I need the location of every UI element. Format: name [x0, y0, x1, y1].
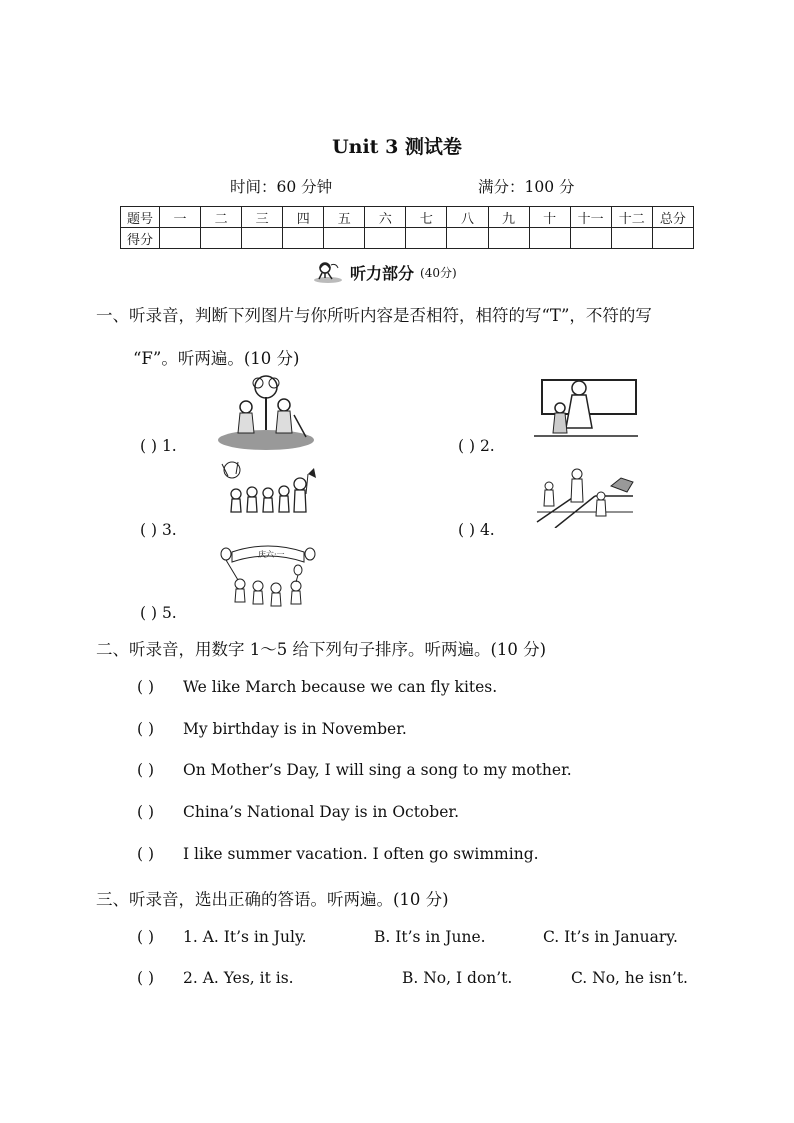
q2-item-2 — [137, 720, 407, 738]
sentence-text: China’s National Day is in October. — [183, 803, 459, 821]
q1-heading-line1: 一、听录音，判断下列图片与你所听内容是否相符，相符的写“T”，不符的写 — [96, 306, 652, 325]
score-table-score-row — [121, 228, 694, 249]
page-title: Unit 3 测试卷 — [332, 136, 462, 158]
table-cell: 八 — [447, 207, 488, 228]
table-cell: 一 — [160, 207, 201, 228]
table-cell: 三 — [242, 207, 283, 228]
q1-item-4-label[interactable]: ( ) 4. — [458, 521, 495, 539]
picture-teacher-and-student — [534, 378, 638, 440]
table-cell: 十一 — [570, 207, 611, 228]
q2-item-3 — [137, 761, 572, 779]
full-score-text: 满分：100 分 — [478, 178, 575, 196]
table-cell[interactable] — [160, 228, 201, 249]
section-title: 听力部分 — [350, 263, 415, 283]
q3-item-1 — [137, 928, 307, 946]
answer-paren[interactable]: ( ) — [137, 969, 155, 987]
table-cell[interactable] — [324, 228, 365, 249]
table-cell[interactable] — [447, 228, 488, 249]
answer-paren[interactable]: ( ) — [137, 678, 155, 696]
table-cell: 六 — [365, 207, 406, 228]
option-c: C. No, he isn’t. — [571, 969, 688, 987]
q1-item-3-label[interactable]: ( ) 3. — [140, 521, 177, 539]
sentence-text: My birthday is in November. — [183, 720, 407, 738]
answer-paren[interactable]: ( ) — [137, 845, 155, 863]
table-cell: 题号 — [121, 207, 160, 228]
table-cell[interactable] — [652, 228, 693, 249]
table-cell[interactable] — [611, 228, 652, 249]
table-cell: 二 — [201, 207, 242, 228]
table-cell[interactable] — [201, 228, 242, 249]
score-table-header-row — [121, 207, 694, 228]
banner-text: 庆六·一 — [258, 550, 285, 559]
sentence-text: On Mother’s Day, I will sing a song to my mother. — [183, 761, 572, 779]
time-text: 时间：60 分钟 — [230, 178, 333, 196]
table-cell: 十二 — [611, 207, 652, 228]
option-a: 2. A. Yes, it is. — [183, 969, 294, 987]
picture-road-crossing — [535, 466, 635, 528]
table-cell: 十 — [529, 207, 570, 228]
option-c: C. It’s in January. — [543, 928, 678, 946]
q3-item-2 — [137, 969, 294, 987]
table-cell: 九 — [488, 207, 529, 228]
q2-item-1 — [137, 678, 497, 696]
section-score: (40分) — [420, 265, 457, 280]
score-table — [120, 206, 694, 249]
section-heading — [312, 260, 457, 284]
table-cell: 得分 — [121, 228, 160, 249]
table-cell[interactable] — [570, 228, 611, 249]
picture-children-outing — [218, 460, 318, 522]
table-cell[interactable] — [488, 228, 529, 249]
q3-heading: 三、听录音，选出正确的答语。听两遍。(10 分) — [96, 890, 449, 909]
answer-paren[interactable]: ( ) — [137, 803, 155, 821]
q1-item-2-label[interactable]: ( ) 2. — [458, 437, 495, 455]
table-cell[interactable] — [283, 228, 324, 249]
option-b: B. No, I don’t. — [402, 969, 513, 987]
q2-item-4 — [137, 803, 459, 821]
q2-item-5 — [137, 845, 539, 863]
table-cell[interactable] — [242, 228, 283, 249]
picture-planting-trees — [216, 375, 316, 453]
table-cell: 四 — [283, 207, 324, 228]
option-b: B. It’s in June. — [374, 928, 486, 946]
q2-heading: 二、听录音，用数字 1～5 给下列句子排序。听两遍。(10 分) — [96, 640, 547, 659]
answer-paren[interactable]: ( ) — [137, 720, 155, 738]
listening-icon — [312, 260, 344, 284]
sentence-text: We like March because we can fly kites. — [183, 678, 498, 696]
table-cell[interactable] — [406, 228, 447, 249]
q1-item-1-label[interactable]: ( ) 1. — [140, 437, 177, 455]
table-cell: 五 — [324, 207, 365, 228]
sentence-text: I like summer vacation. I often go swimming. — [183, 845, 539, 863]
answer-paren[interactable]: ( ) — [137, 928, 155, 946]
table-cell[interactable] — [529, 228, 570, 249]
answer-paren[interactable]: ( ) — [137, 761, 155, 779]
picture-childrens-day — [218, 540, 318, 618]
q1-item-5-label[interactable]: ( ) 5. — [140, 604, 177, 622]
option-a: 1. A. It’s in July. — [183, 928, 307, 946]
table-cell: 总分 — [652, 207, 693, 228]
table-cell: 七 — [406, 207, 447, 228]
table-cell[interactable] — [365, 228, 406, 249]
q1-heading-line2: “F”。听两遍。(10 分) — [133, 349, 300, 368]
